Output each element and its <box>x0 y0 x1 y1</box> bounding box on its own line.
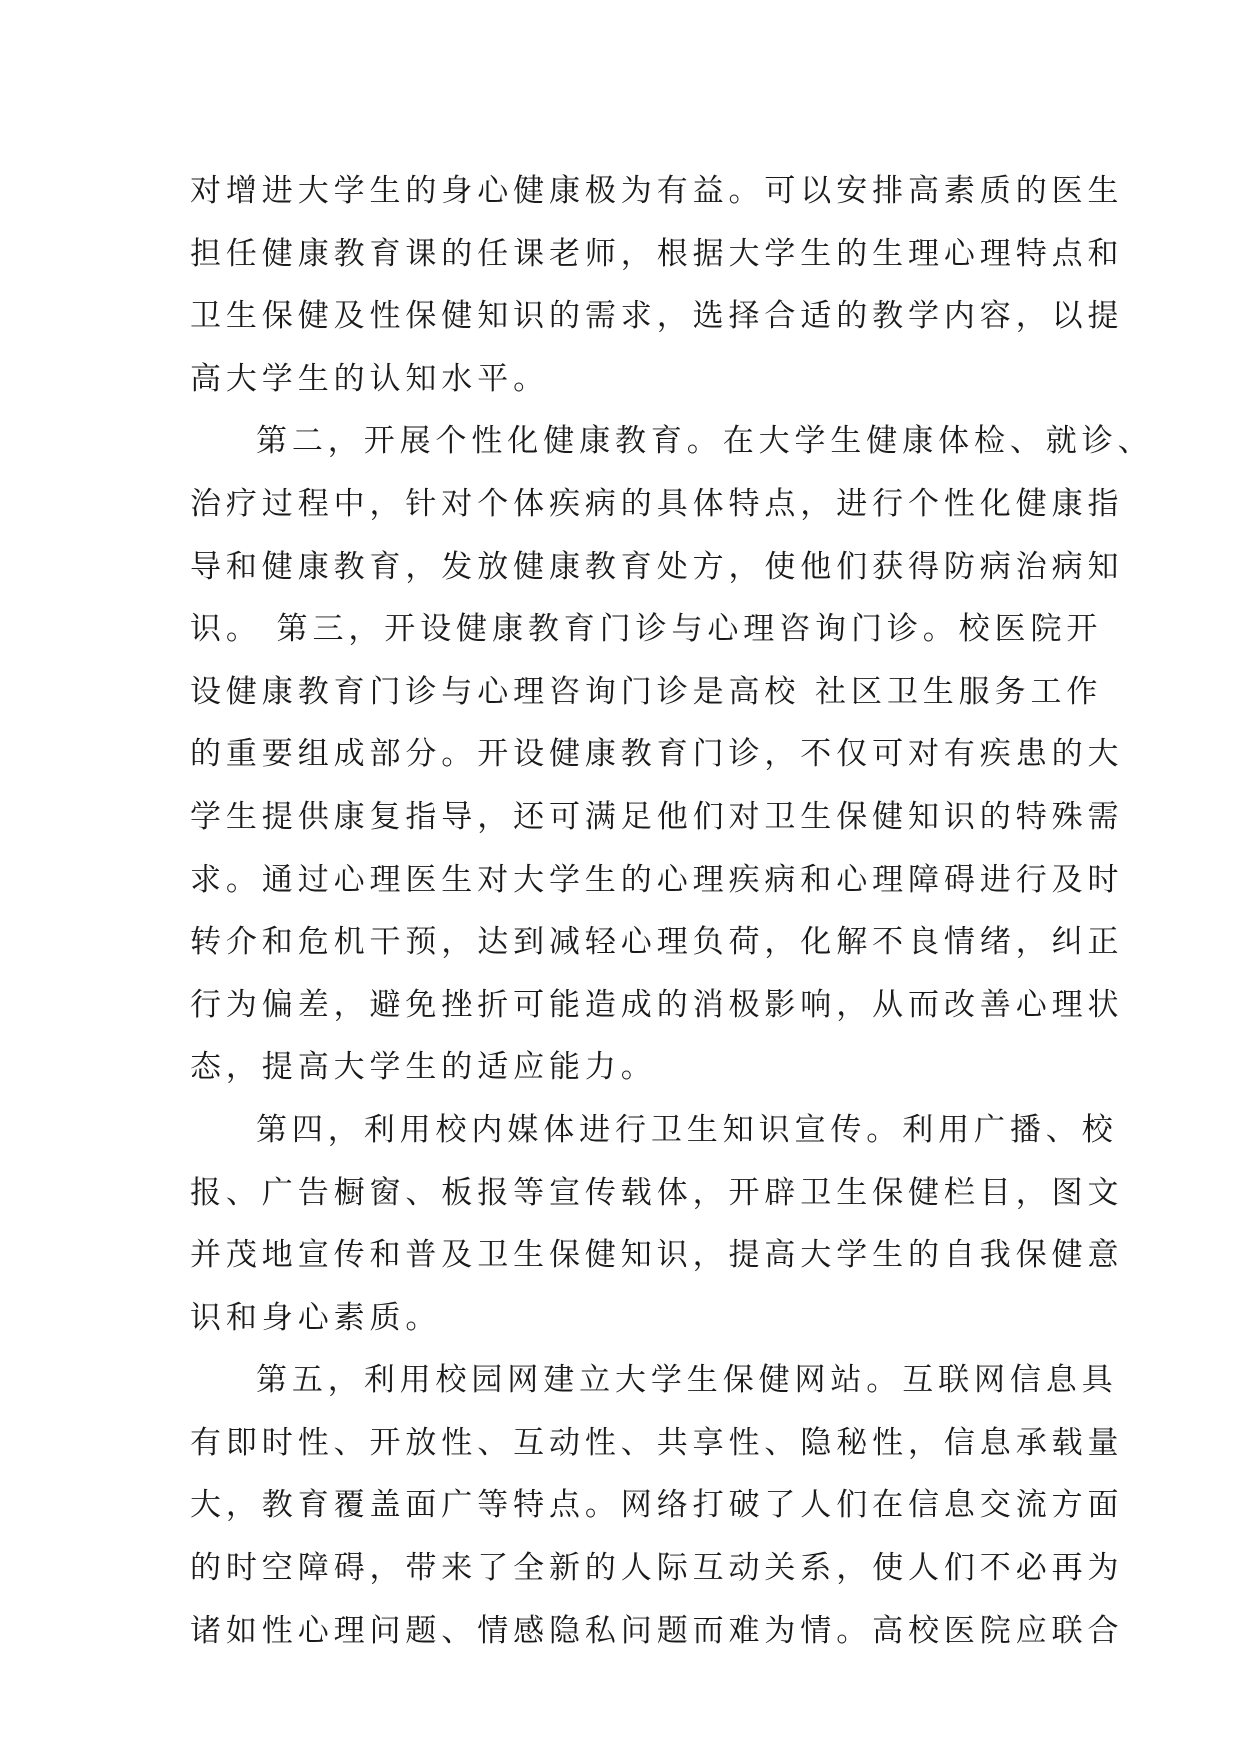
text-line: 报、广告橱窗、板报等宣传载体，开辟卫生保健栏目，图文 <box>190 1174 1124 1211</box>
text-line: 高大学生的认知水平。 <box>190 360 549 397</box>
text-line: 识。 第三，开设健康教育门诊与心理咨询门诊。校医院开 <box>190 611 1103 648</box>
text-line: 识和身心素质。 <box>190 1299 442 1336</box>
text-line: 第二，开展个性化健康教育。在大学生健康体检、就诊、 <box>256 423 1154 460</box>
text-line: 治疗过程中，针对个体疾病的具体特点，进行个性化健康指 <box>190 485 1124 522</box>
paragraph <box>190 160 1124 410</box>
text-line: 导和健康教育，发放健康教育处方，使他们获得防病治病知 <box>190 548 1124 585</box>
text-line: 担任健康教育课的任课老师，根据大学生的生理心理特点和 <box>190 235 1124 272</box>
text-line: 行为偏差，避免挫折可能造成的消极影响，从而改善心理状 <box>190 986 1124 1023</box>
text-line: 学生提供康复指导，还可满足他们对卫生保健知识的特殊需 <box>190 798 1124 835</box>
paragraph <box>190 410 1154 1099</box>
text-line: 设健康教育门诊与心理咨询门诊是高校 社区卫生服务工作 <box>190 673 1103 710</box>
text-line: 的重要组成部分。开设健康教育门诊，不仅可对有疾患的大 <box>190 736 1124 773</box>
text-line: 转介和危机干预，达到减轻心理负荷，化解不良情绪，纠正 <box>190 924 1124 961</box>
text-line: 第四，利用校内媒体进行卫生知识宣传。利用广播、校 <box>256 1111 1118 1148</box>
text-line: 有即时性、开放性、互动性、共享性、隐秘性，信息承载量 <box>190 1424 1124 1461</box>
text-line: 诸如性心理问题、情感隐私问题而难为情。高校医院应联合 <box>190 1612 1124 1649</box>
text-line: 对增进大学生的身心健康极为有益。可以安排高素质的医生 <box>190 173 1124 209</box>
paragraph <box>190 1349 1124 1662</box>
text-line: 大，教育覆盖面广等特点。网络打破了人们在信息交流方面 <box>190 1487 1124 1524</box>
text-line: 并茂地宣传和普及卫生保健知识，提高大学生的自我保健意 <box>190 1237 1124 1274</box>
text-line: 第五，利用校园网建立大学生保健网站。互联网信息具 <box>256 1362 1118 1399</box>
paragraph <box>190 1099 1124 1349</box>
document-body <box>190 160 1154 1662</box>
text-line: 求。通过心理医生对大学生的心理疾病和心理障碍进行及时 <box>190 861 1124 898</box>
text-line: 态，提高大学生的适应能力。 <box>190 1049 657 1086</box>
text-line: 的时空障碍，带来了全新的人际互动关系，使人们不必再为 <box>190 1550 1124 1587</box>
text-line: 卫生保健及性保健知识的需求，选择合适的教学内容，以提 <box>190 298 1124 335</box>
